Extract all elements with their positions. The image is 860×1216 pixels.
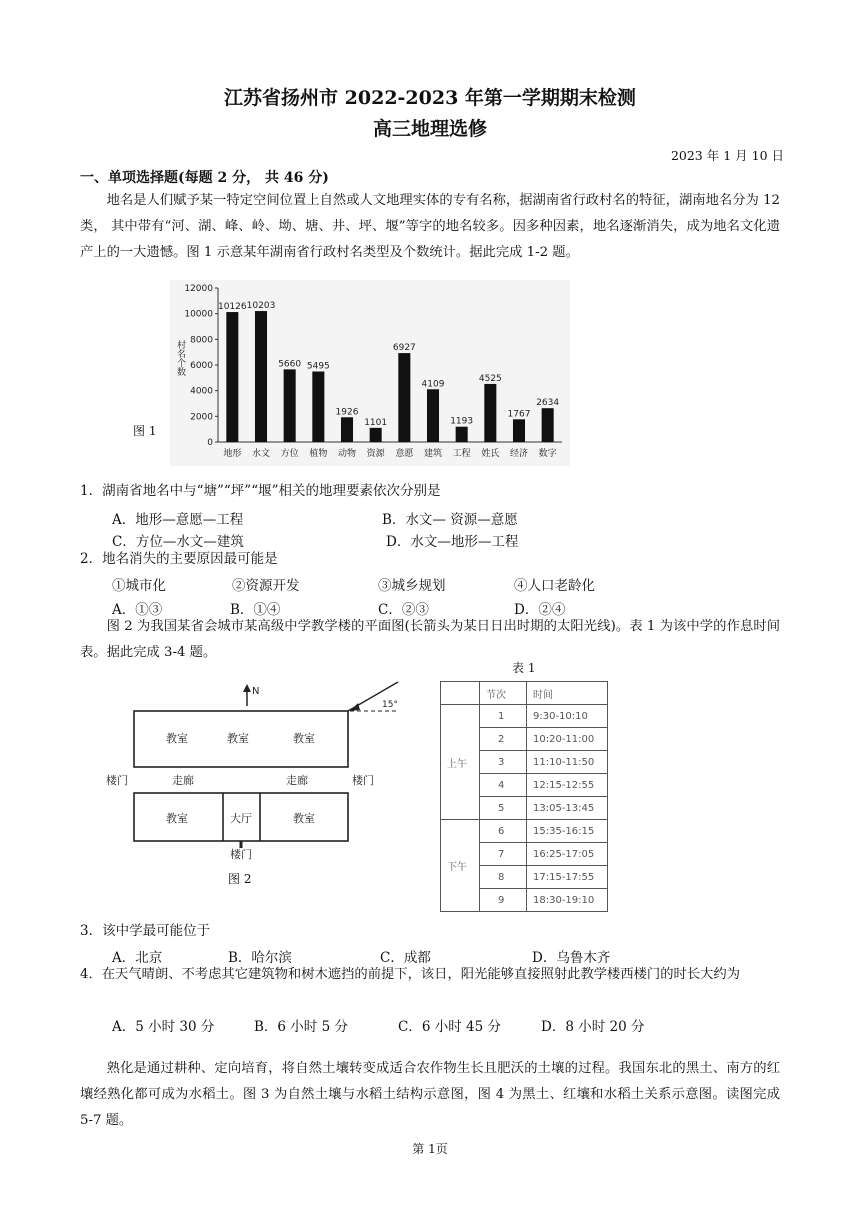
q1-option-b: B．水文— 资源—意愿 xyxy=(382,512,518,528)
bar xyxy=(513,419,525,442)
x-category-label: 工程 xyxy=(452,449,471,459)
q4-option-d: D．8 小时 20 分 xyxy=(541,1019,645,1035)
period-time: 10:20-11:00 xyxy=(527,728,608,751)
x-category-label: 动物 xyxy=(337,449,357,459)
bar xyxy=(370,428,382,442)
q1-option-c: C．方位—水文—建筑 xyxy=(112,534,244,550)
column-header: 时间 xyxy=(527,682,608,705)
figure2-label: 图 2 xyxy=(228,872,252,886)
q3-stem: 3．该中学最可能位于 xyxy=(80,923,211,939)
intro-paragraph-3: 熟化是通过耕种、定向培育，将自然土壤转变成适合农作物生长且肥沃的土壤的过程。我国东北的黑土、南方的红壤经熟化都可成为水稻土。图 3 为自然土壤与水稻土结构示意图，图 4 为黑土、红壤和水稻土关系示意图。读图完成 5-7 题。 xyxy=(80,1061,780,1128)
y-tick-label: 6000 xyxy=(190,361,213,371)
classroom-label: 教室 xyxy=(293,812,315,825)
intro-paragraph-1: 地名是人们赋予某一特定空间位置上自然或人文地理实体的专有名称，据湖南省行政村名的特征，湖南地名分为 12 类， 其中带有“河、湖、峰、岭、坳、塘、井、坪、堰”等字的地名较多。因多种因素，地名逐渐消失，成为地名文化遗产上的一大遗憾。图 1 示意某年湖南省行政村名类型及个数统计。据此完成 1-2 题。 xyxy=(80,193,780,260)
table-row xyxy=(441,820,608,843)
page-number: 第 1页 xyxy=(412,1142,448,1156)
table-header-row xyxy=(441,682,608,705)
figure2-floor-plan xyxy=(100,676,400,876)
x-category-label: 数字 xyxy=(538,449,557,459)
q2-item-3: ③城乡规划 xyxy=(378,578,446,594)
period-time: 13:05-13:45 xyxy=(527,797,608,820)
y-tick-label: 10000 xyxy=(184,309,213,320)
bar-value-label: 4525 xyxy=(478,373,502,384)
q4-stem: 4．在天气晴朗、不考虑其它建筑物和树木遮挡的前提下，该日，阳光能够直接照射此教学楼西楼门的时长大约为 xyxy=(80,967,741,982)
bar xyxy=(226,312,238,442)
y-tick-label: 12000 xyxy=(184,284,213,294)
bar xyxy=(284,369,296,442)
period-number: 3 xyxy=(480,751,527,774)
corridor-label: 走廊 xyxy=(286,774,308,787)
bar-value-label: 6927 xyxy=(392,343,416,354)
column-header: 节次 xyxy=(480,682,527,705)
q3-option-a: A．北京 xyxy=(112,950,163,966)
exam-date: 2023 年 1 月 10 日 xyxy=(670,148,784,163)
bar xyxy=(312,371,324,442)
x-category-label: 地形 xyxy=(223,449,242,459)
period-number: 6 xyxy=(480,820,527,843)
q3-option-d: D．乌鲁木齐 xyxy=(532,950,611,966)
q2-option-a: A．①③ xyxy=(112,602,163,618)
afternoon-label: 下午 xyxy=(441,820,480,912)
period-number: 1 xyxy=(480,705,527,728)
classroom-label: 教室 xyxy=(166,732,188,745)
section-heading: 一、单项选择题(每题 2 分， 共 46 分) xyxy=(80,170,329,186)
y-tick-label: 0 xyxy=(207,438,213,448)
x-category-label: 水文 xyxy=(251,449,271,459)
table1-caption: 表 1 xyxy=(512,661,536,675)
y-tick-label: 4000 xyxy=(190,386,213,397)
sun-angle-label: 15° xyxy=(382,700,398,710)
bar xyxy=(542,408,554,442)
bar-value-label: 1767 xyxy=(507,409,531,420)
bar xyxy=(398,353,410,442)
q2-item-4: ④人口老龄化 xyxy=(514,578,595,594)
q2-option-b: B．①④ xyxy=(230,602,281,618)
period-time: 9:30-10:10 xyxy=(527,705,608,728)
q3-option-c: C．成都 xyxy=(380,950,431,966)
y-axis-label: 村名个数 xyxy=(175,340,185,376)
q4-option-b: B．6 小时 5 分 xyxy=(254,1019,348,1035)
intro-paragraph-2: 图 2 为我国某省会城市某高级中学教学楼的平面图(长箭头为某日日出时期的太阳光线)。表 1 为该中学的作息时间表。据此完成 3-4 题。 xyxy=(80,619,780,660)
north-label: N xyxy=(252,686,260,697)
y-tick-label: 2000 xyxy=(190,412,213,423)
q4-option-a: A．5 小时 30 分 xyxy=(112,1019,215,1035)
figure1-bar-chart xyxy=(170,280,570,466)
period-number: 4 xyxy=(480,774,527,797)
classroom-label: 教室 xyxy=(293,732,315,745)
page-title: 江苏省扬州市 2022-2023 年第一学期期末检测 xyxy=(224,87,636,109)
x-category-label: 意愿 xyxy=(395,449,414,459)
table-row xyxy=(441,705,608,728)
bar-value-label: 1926 xyxy=(335,407,359,418)
hall-label: 大厅 xyxy=(230,812,252,825)
classroom-label: 教室 xyxy=(227,732,249,745)
classroom-label: 教室 xyxy=(166,812,188,825)
bar-value-label: 10126 xyxy=(218,302,247,313)
figure1-label: 图 1 xyxy=(133,424,157,438)
page-subtitle: 高三地理选修 xyxy=(372,118,487,140)
period-number: 7 xyxy=(480,843,527,866)
west-door-label: 楼门 xyxy=(106,774,128,787)
bar xyxy=(484,384,496,442)
bar-value-label: 1101 xyxy=(364,417,388,428)
bar xyxy=(427,389,439,442)
q4-option-c: C．6 小时 45 分 xyxy=(398,1019,501,1035)
x-category-label: 资源 xyxy=(366,449,385,459)
bar-value-label: 4109 xyxy=(421,379,445,390)
bar-value-label: 10203 xyxy=(246,301,276,312)
x-category-label: 经济 xyxy=(509,449,529,459)
period-time: 11:10-11:50 xyxy=(527,751,608,774)
x-category-label: 植物 xyxy=(309,449,328,459)
q2-option-d: D．②④ xyxy=(514,602,566,618)
period-number: 5 xyxy=(480,797,527,820)
period-number: 8 xyxy=(480,866,527,889)
period-number: 2 xyxy=(480,728,527,751)
bar xyxy=(341,417,353,442)
bar-value-label: 2634 xyxy=(536,398,560,409)
bar-value-label: 5660 xyxy=(278,359,302,370)
corridor-label: 走廊 xyxy=(172,774,194,787)
south-door-label: 楼门 xyxy=(230,848,252,861)
bar xyxy=(255,311,267,442)
q2-item-2: ②资源开发 xyxy=(232,578,300,594)
east-door-label: 楼门 xyxy=(352,774,374,787)
q1-option-d: D．水文—地形—工程 xyxy=(386,534,519,550)
q2-option-c: C．②③ xyxy=(378,602,429,618)
bar-value-label: 1193 xyxy=(450,416,474,427)
period-time: 18:30-19:10 xyxy=(527,889,608,912)
bar-value-label: 5495 xyxy=(306,361,330,372)
x-category-label: 建筑 xyxy=(423,449,443,459)
period-time: 16:25-17:05 xyxy=(527,843,608,866)
period-time: 15:35-16:15 xyxy=(527,820,608,843)
q3-option-b: B．哈尔滨 xyxy=(228,950,292,966)
y-tick-label: 8000 xyxy=(190,335,213,346)
x-category-label: 姓氏 xyxy=(481,449,500,459)
q1-option-a: A．地形—意愿—工程 xyxy=(112,512,244,528)
period-time: 17:15-17:55 xyxy=(527,866,608,889)
schedule-table xyxy=(440,681,608,912)
bar xyxy=(456,427,468,442)
period-time: 12:15-12:55 xyxy=(527,774,608,797)
q2-stem: 2．地名消失的主要原因最可能是 xyxy=(80,551,278,567)
q1-stem: 1．湖南省地名中与“塘”“坪”“堰”相关的地理要素依次分别是 xyxy=(80,483,441,499)
period-number: 9 xyxy=(480,889,527,912)
morning-label: 上午 xyxy=(441,705,480,820)
q2-item-1: ①城市化 xyxy=(112,578,166,594)
x-category-label: 方位 xyxy=(280,449,299,459)
